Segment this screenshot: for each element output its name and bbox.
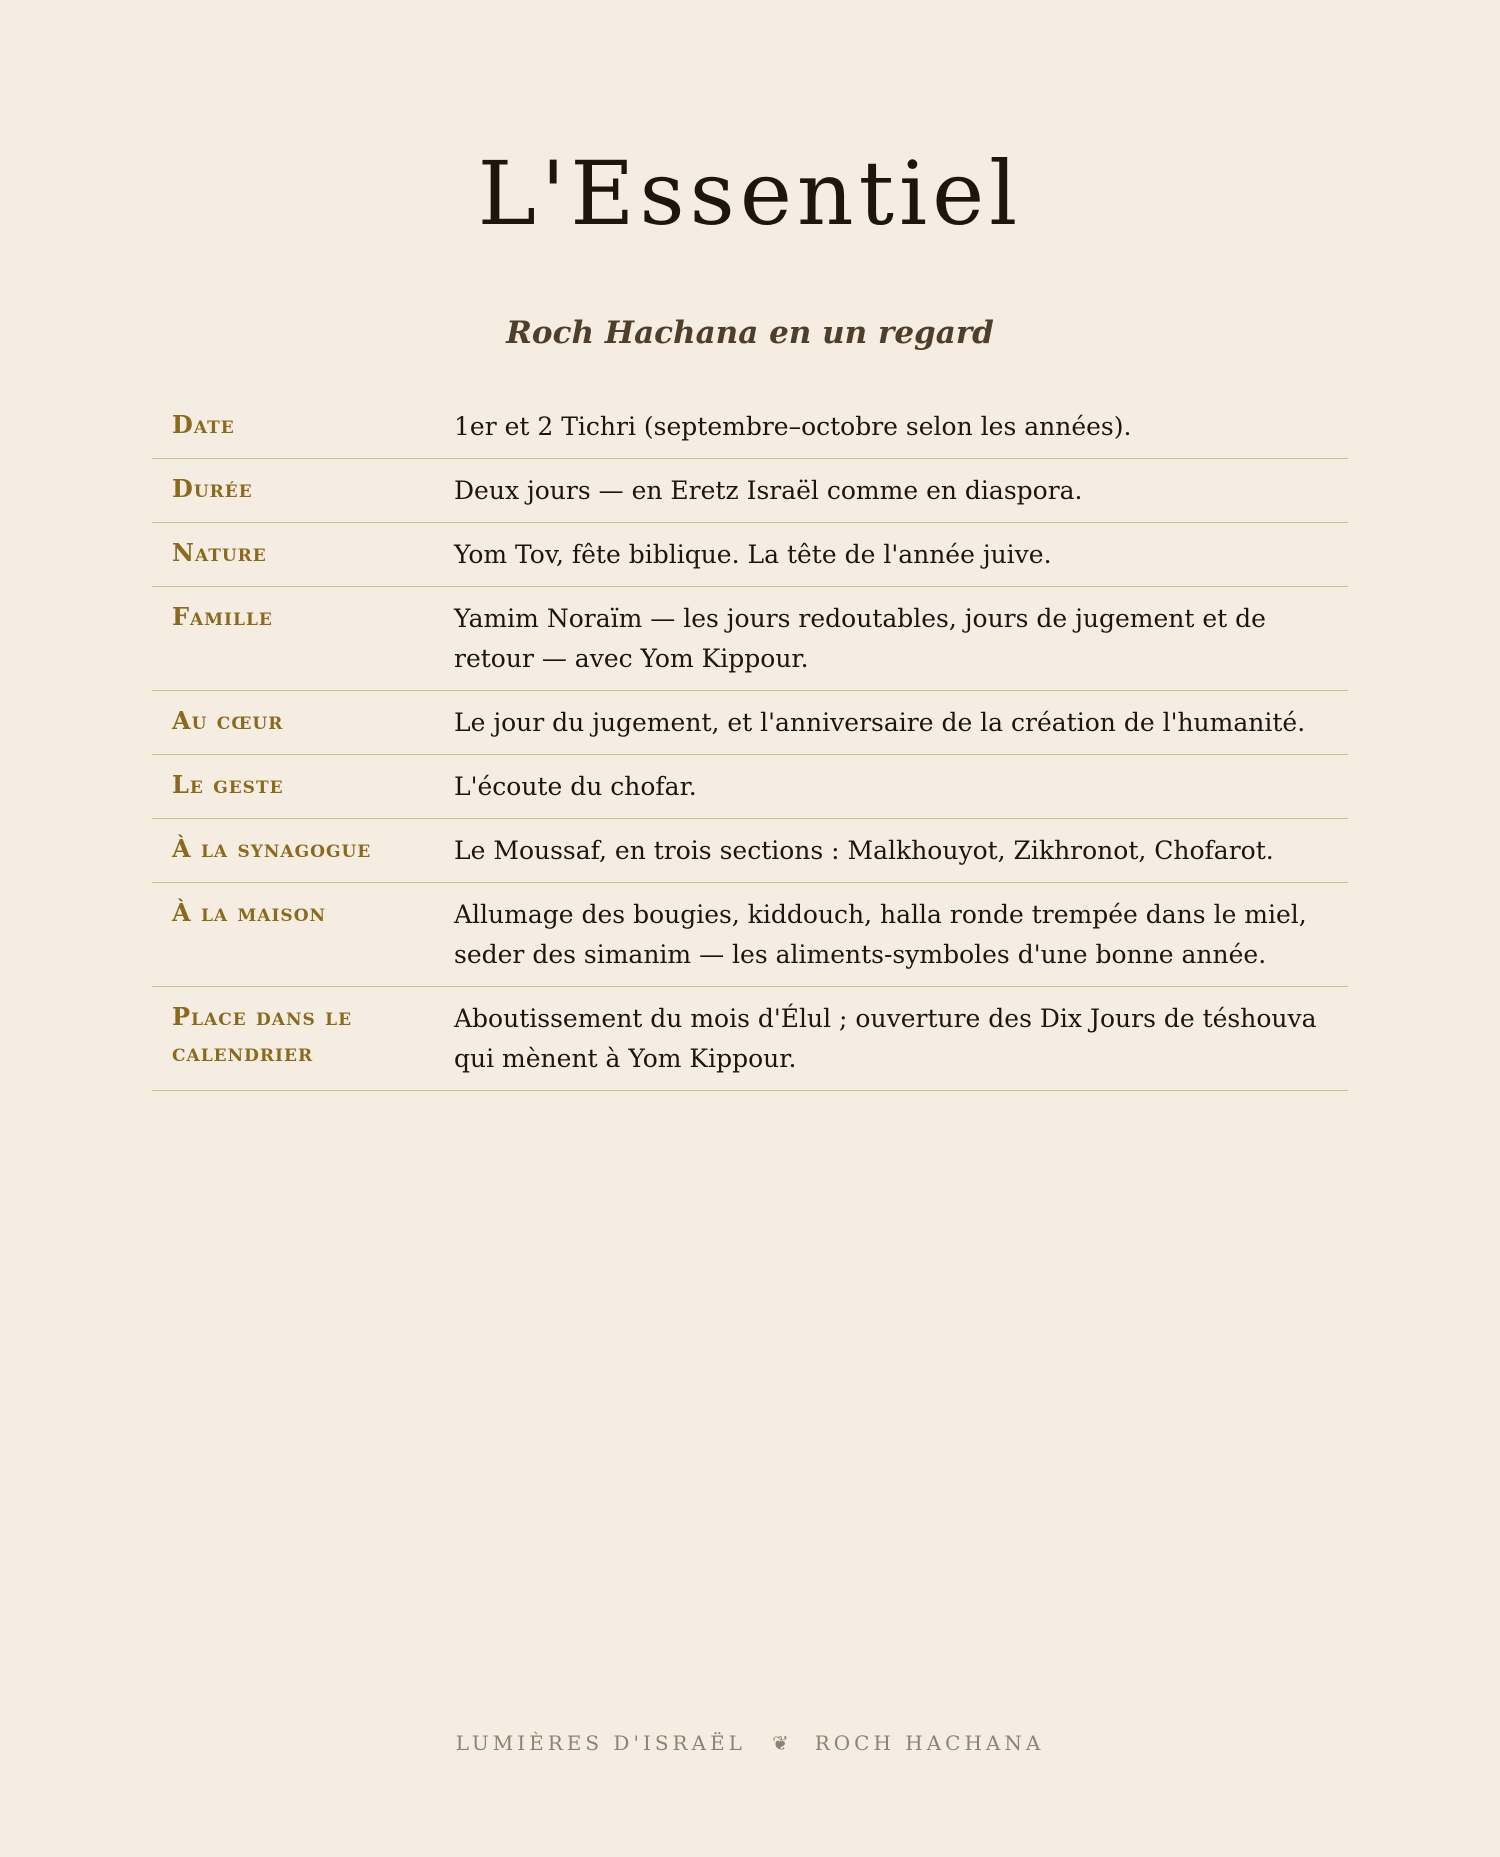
fact-label: Au cœur	[172, 706, 284, 735]
fleuron-icon: ❦	[771, 1731, 789, 1755]
fact-label: Le geste	[172, 770, 284, 799]
fact-row-famille	[152, 587, 1348, 691]
page-subtitle: Roch Hachana en un regard	[506, 315, 994, 351]
fact-value: L'écoute du chofar.	[454, 772, 697, 801]
fact-value: Aboutissement du mois d'Élul ; ouverture des Dix Jours de téshouva qui mènent à Yom Kippour.	[454, 1004, 1317, 1073]
fact-row-calendrier	[152, 987, 1348, 1091]
footer	[0, 1733, 1500, 1753]
fact-label: À la synagogue	[172, 834, 372, 863]
fact-row-synagogue	[152, 819, 1348, 883]
fact-row-le-geste	[152, 755, 1348, 819]
fact-value: Le Moussaf, en trois sections : Malkhouyot, Zikhronot, Chofarot.	[454, 836, 1274, 865]
fact-value: 1er et 2 Tichri (septembre–octobre selon les années).	[454, 412, 1132, 441]
fact-value: Allumage des bougies, kiddouch, halla ronde trempée dans le miel, seder des simanim — les aliments-symboles d'une bonne année.	[454, 900, 1307, 969]
page-title: L'Essentiel	[477, 142, 1023, 245]
fact-row-date	[152, 395, 1348, 459]
facts-table	[152, 395, 1348, 1091]
fact-value: Le jour du jugement, et l'anniversaire de la création de l'humanité.	[454, 708, 1306, 737]
fact-label: Nature	[172, 538, 267, 567]
fact-value: Deux jours — en Eretz Israël comme en diaspora.	[454, 476, 1083, 505]
fact-label: Date	[172, 410, 235, 439]
fact-value: Yamim Noraïm — les jours redoutables, jours de jugement et de retour — avec Yom Kippour.	[454, 604, 1266, 673]
footer-section: ROCH HACHANA	[814, 1731, 1045, 1755]
fact-label: À la maison	[172, 898, 327, 927]
fact-value: Yom Tov, fête biblique. La tête de l'année juive.	[454, 540, 1052, 569]
fact-row-nature	[152, 523, 1348, 587]
fact-row-au-coeur	[152, 691, 1348, 755]
fact-label: Place dans le calendrier	[172, 1002, 353, 1067]
fact-label: Famille	[172, 602, 273, 631]
fact-row-duree	[152, 459, 1348, 523]
fact-row-maison	[152, 883, 1348, 987]
fact-label: Durée	[172, 474, 253, 503]
footer-publication: LUMIÈRES D'ISRAËL	[455, 1731, 746, 1755]
